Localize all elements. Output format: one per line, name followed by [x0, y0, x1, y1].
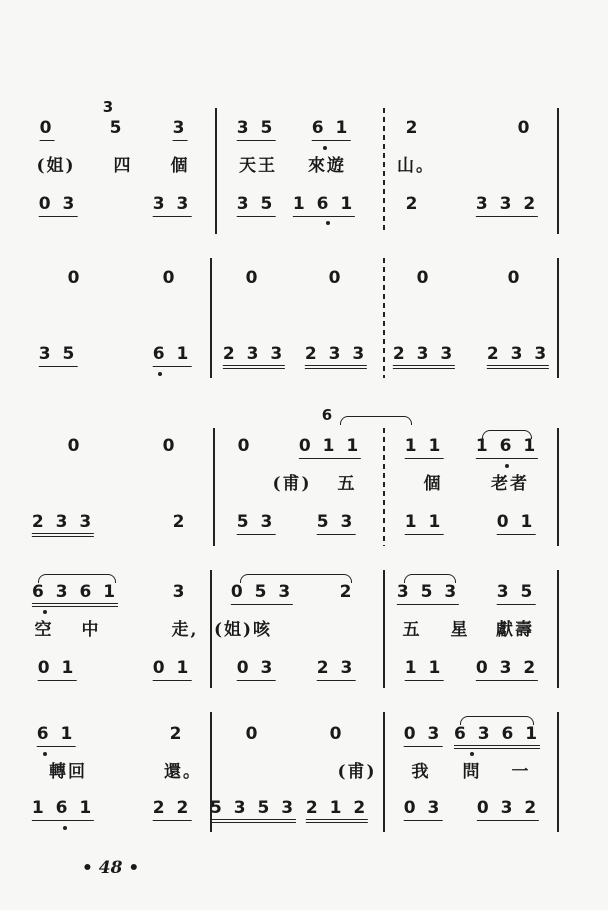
- note: 3 3 2: [476, 196, 538, 217]
- note: 0: [328, 268, 344, 288]
- note: 2 2: [153, 800, 192, 821]
- note: 3: [172, 582, 188, 602]
- note: 0 1: [497, 514, 536, 535]
- lyric: 五: [402, 620, 422, 640]
- note: 0: [162, 436, 178, 456]
- note: 2 3 3: [305, 346, 367, 369]
- lyric: (姐)咳: [213, 620, 273, 640]
- note: 0: [507, 268, 523, 288]
- lyric: 轉回: [49, 762, 87, 782]
- note: 3 5: [237, 120, 276, 141]
- dot-below: [43, 752, 47, 756]
- barline: [213, 428, 215, 546]
- lyric: 走,: [171, 620, 199, 640]
- lyric: (甫): [337, 762, 377, 782]
- grace-note: 3: [102, 98, 114, 116]
- note: 1 6 1: [32, 800, 94, 821]
- note: 2 1 2: [306, 800, 368, 823]
- note: 0 3: [237, 660, 276, 681]
- lyric: 山。: [397, 156, 435, 176]
- note: 5: [109, 118, 125, 138]
- barline: [383, 712, 385, 832]
- note: 0: [329, 724, 345, 744]
- note: 0: [517, 118, 533, 138]
- lyric: 中: [81, 620, 101, 640]
- note: 0: [67, 436, 83, 456]
- lyric: 來遊: [308, 156, 346, 176]
- note: 6 1: [312, 120, 351, 141]
- grace-note: 6: [321, 406, 333, 424]
- lyric: 問: [462, 762, 482, 782]
- note: 0 3 2: [477, 800, 539, 821]
- note: 3 5: [497, 584, 536, 605]
- lyric: 還。: [164, 762, 202, 782]
- note: 2 3 3: [393, 346, 455, 369]
- note: 5 3: [317, 514, 356, 535]
- lyric: 一: [511, 762, 531, 782]
- barline: [210, 258, 212, 378]
- note: 6 3 6 1: [32, 584, 118, 607]
- dot-below: [326, 221, 330, 225]
- dot-below: [63, 826, 67, 830]
- note: 0 3: [404, 800, 443, 821]
- lyric: 四: [113, 156, 133, 176]
- note: 0 3 2: [476, 660, 538, 681]
- note: 2 3 3: [487, 346, 549, 369]
- lyric: (姐): [36, 156, 76, 176]
- barline: [557, 570, 559, 688]
- barline: [215, 108, 217, 234]
- lyric: 星: [450, 620, 470, 640]
- note: 1 1: [405, 438, 444, 459]
- lyric: 老者: [491, 474, 529, 494]
- barline: [557, 258, 559, 378]
- dot-below: [505, 464, 509, 468]
- lyric: 獻壽: [496, 620, 534, 640]
- note: 2 3: [317, 660, 356, 681]
- note: 6 1: [153, 346, 192, 367]
- note: 0: [245, 268, 261, 288]
- note: 0 5 3: [231, 584, 293, 605]
- note: 0 1: [153, 660, 192, 681]
- note: 1 1: [405, 660, 444, 681]
- lyric: 我: [411, 762, 431, 782]
- note: 2 3 3: [32, 514, 94, 537]
- lyric: (甫): [272, 474, 312, 494]
- note: 3 5: [237, 196, 276, 217]
- dot-below: [470, 752, 474, 756]
- slur: [340, 416, 412, 425]
- note: 2: [339, 582, 355, 602]
- barline: [557, 108, 559, 234]
- note: 0 3: [404, 726, 443, 747]
- note: 0 1 1: [299, 438, 361, 459]
- note: 1 6 1: [293, 196, 355, 217]
- note: 2 3 3: [223, 346, 285, 369]
- note: 1 6 1: [476, 438, 538, 459]
- barline-dashed: [383, 258, 385, 378]
- barline: [557, 712, 559, 832]
- note: 0: [416, 268, 432, 288]
- note: 0: [237, 436, 253, 456]
- note: 0: [40, 120, 55, 141]
- note: 3 5: [39, 346, 78, 367]
- note: 0 3: [39, 196, 78, 217]
- barline: [210, 570, 212, 688]
- dot-below: [43, 610, 47, 614]
- note: 2: [169, 724, 185, 744]
- note: 0: [67, 268, 83, 288]
- note: 2: [405, 194, 421, 214]
- note: 2: [172, 512, 188, 532]
- barline-dashed: [383, 108, 385, 234]
- dot-below: [323, 146, 327, 150]
- barline: [383, 570, 385, 688]
- lyric: 個: [423, 474, 443, 494]
- note: 0: [162, 268, 178, 288]
- note: 5 3 5 3: [210, 800, 296, 823]
- note: 2: [405, 118, 421, 138]
- note: 1 1: [405, 514, 444, 535]
- lyric: 五: [337, 474, 357, 494]
- note: 6 1: [37, 726, 76, 747]
- page-number: • 48 •: [82, 858, 140, 878]
- barline-dashed: [383, 428, 385, 546]
- barline: [557, 428, 559, 546]
- dot-below: [158, 372, 162, 376]
- note: 3: [173, 120, 188, 141]
- note: 6 3 6 1: [454, 726, 540, 749]
- note: 3 5 3: [397, 584, 459, 605]
- note: 0 1: [38, 660, 77, 681]
- note: 0: [245, 724, 261, 744]
- lyric: 天王: [239, 156, 277, 176]
- note: 5 3: [237, 514, 276, 535]
- lyric: 空: [34, 620, 54, 640]
- note: 3 3: [153, 196, 192, 217]
- lyric: 個: [170, 156, 190, 176]
